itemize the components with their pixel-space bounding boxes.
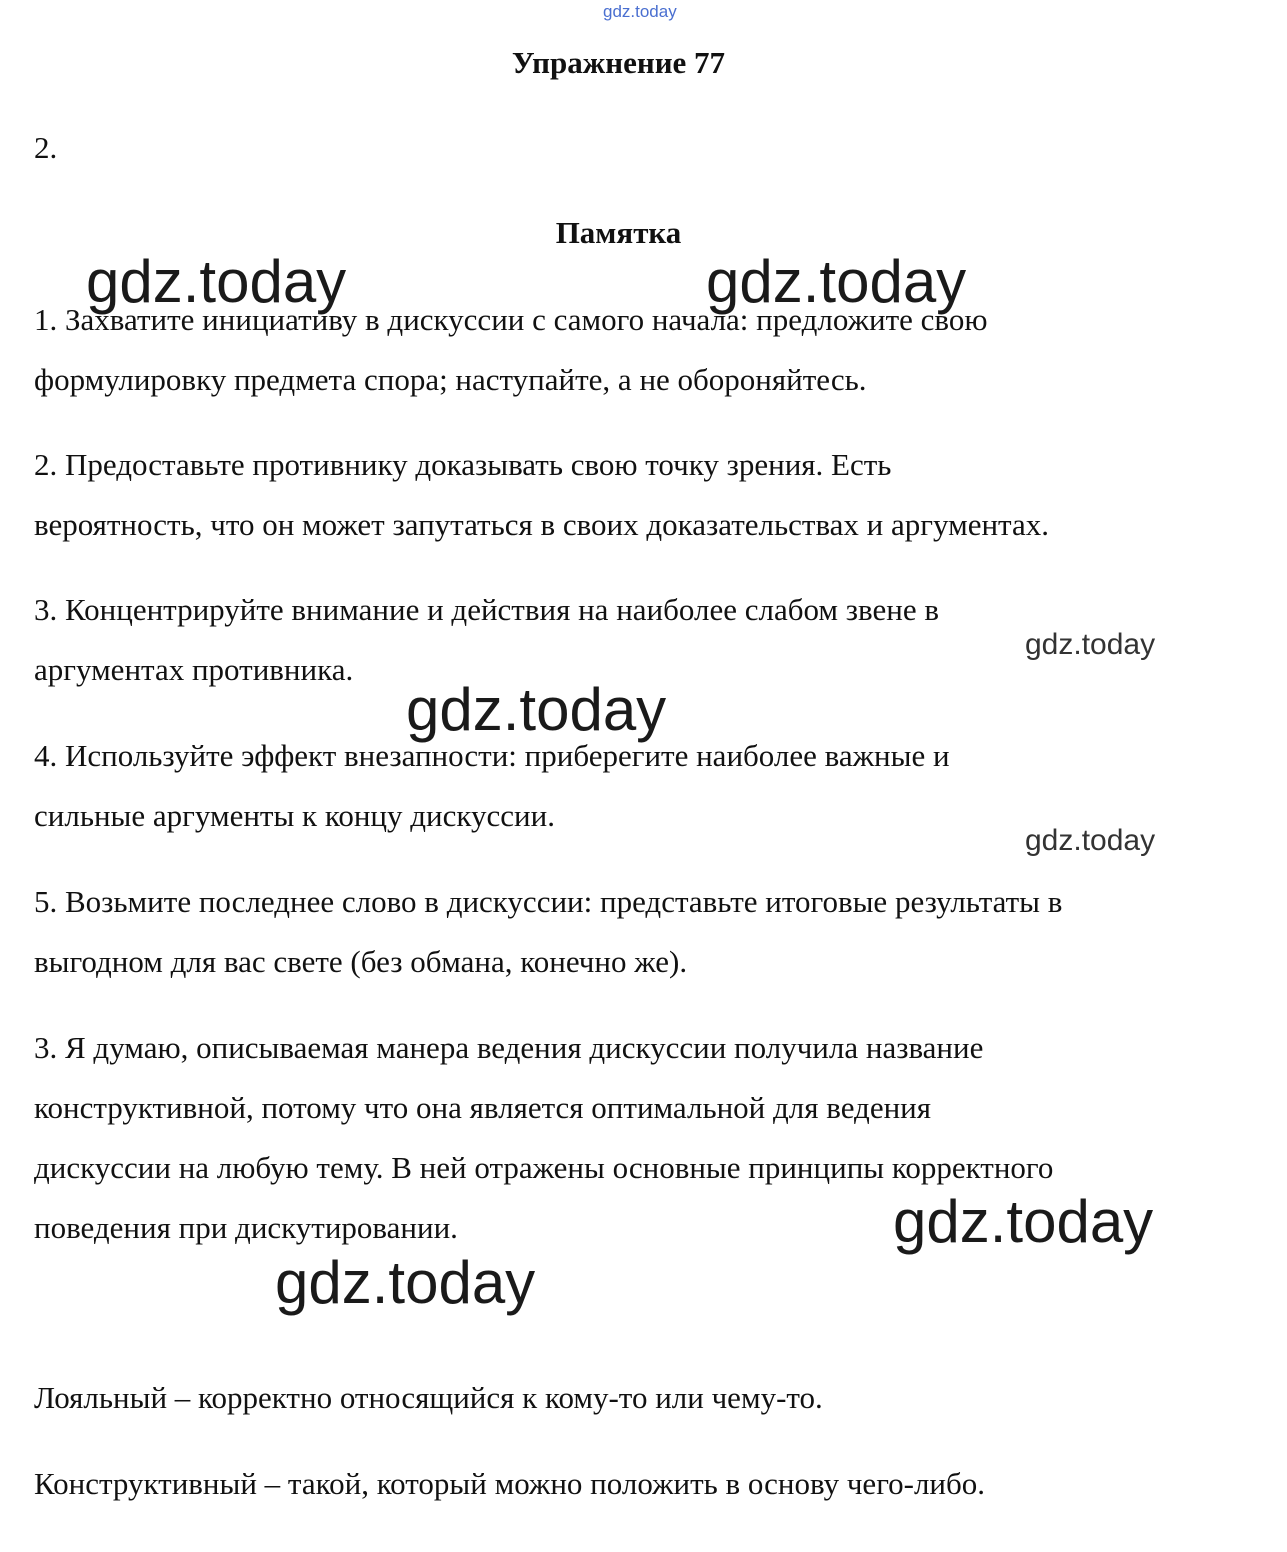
page-title: Упражнение 77 bbox=[511, 45, 726, 80]
answer-line: 3. Я думаю, описываемая манера ведения дискуссии получила название bbox=[34, 1030, 984, 1065]
memo-item-line: 2. Предоставьте противнику доказывать свою точку зрения. Есть bbox=[34, 447, 892, 482]
watermark: gdz.today bbox=[1025, 824, 1156, 857]
memo-item-line: сильные аргументы к концу дискуссии. bbox=[34, 798, 555, 833]
watermark: gdz.today bbox=[86, 248, 347, 315]
memo-item-line: 3. Концентрируйте внимание и действия на наиболее слабом звене в bbox=[34, 592, 939, 627]
definition: Конструктивный – такой, который можно положить в основу чего-либо. bbox=[34, 1466, 986, 1501]
memo-item-line: аргументах противника. bbox=[34, 652, 354, 687]
answer-line: дискуссии на любую тему. В ней отражены основные принципы корректного bbox=[34, 1150, 1054, 1185]
memo-item-line: вероятность, что он может запутаться в своих доказательствах и аргументах. bbox=[34, 507, 1049, 542]
answer-line: поведения при дискутировании. bbox=[34, 1210, 458, 1245]
watermark: gdz.today bbox=[706, 248, 967, 315]
memo-title: Памятка bbox=[555, 215, 682, 250]
memo-item-line: 4. Используйте эффект внезапности: приберегите наиболее важные и bbox=[34, 738, 950, 773]
section-number: 2. bbox=[34, 130, 58, 165]
memo-item-line: 5. Возьмите последнее слово в дискуссии: представьте итоговые результаты в bbox=[34, 884, 1063, 919]
definition: Лояльный – корректно относящийся к кому-то или чему-то. bbox=[34, 1380, 823, 1415]
memo-item-line: формулировку предмета спора; наступайте, а не обороняйтесь. bbox=[34, 362, 867, 397]
answer-line: конструктивной, потому что она является оптимальной для ведения bbox=[34, 1090, 932, 1125]
memo-item-line: 1. Захватите инициативу в дискуссии с самого начала: предложите свою bbox=[34, 302, 988, 337]
watermark: gdz.today bbox=[893, 1188, 1154, 1255]
watermark: gdz.today bbox=[406, 676, 667, 743]
watermark: gdz.today bbox=[275, 1249, 536, 1316]
memo-item-line: выгодном для вас свете (без обмана, конечно же). bbox=[34, 944, 688, 979]
watermark: gdz.today bbox=[1025, 628, 1156, 661]
watermark: gdz.today bbox=[603, 2, 677, 21]
